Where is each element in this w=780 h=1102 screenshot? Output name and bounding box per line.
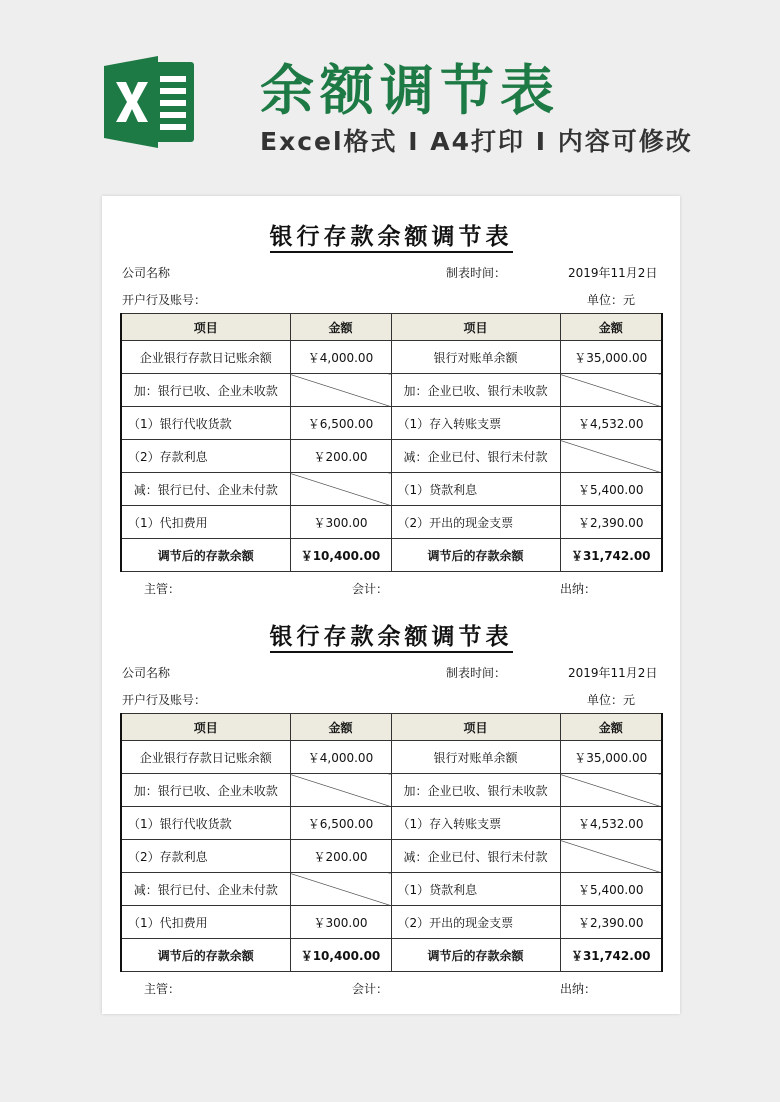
left-item: 企业银行存款日记账余额 — [121, 341, 290, 374]
right-item: （1）存入转账支票 — [391, 807, 560, 840]
company-label: 公司名称 — [122, 266, 171, 280]
table-row — [121, 506, 662, 539]
signature-cashier: 出纳： — [560, 982, 597, 996]
total-left-item: 调节后的存款余额 — [121, 939, 290, 972]
date-value: 2019年11月2日 — [568, 266, 658, 280]
table-row — [121, 407, 662, 440]
table-header-row — [121, 314, 662, 341]
left-amount: ￥200.00 — [290, 840, 391, 873]
header-amount: 金额 — [560, 314, 662, 341]
table-row — [121, 807, 662, 840]
header-amount: 金额 — [290, 314, 391, 341]
right-item: 减：企业已付、银行未付款 — [391, 440, 560, 473]
total-left-item: 调节后的存款余额 — [121, 539, 290, 572]
date-label: 制表时间： — [446, 266, 507, 280]
reconciliation-table — [120, 313, 663, 572]
left-amount: ￥6,500.00 — [290, 807, 391, 840]
company-label: 公司名称 — [122, 666, 171, 680]
date-value: 2019年11月2日 — [568, 666, 658, 680]
document-page — [102, 196, 680, 1014]
right-amount: ￥5,400.00 — [560, 873, 662, 906]
left-item: （1）代扣费用 — [121, 506, 290, 539]
total-row — [121, 939, 662, 972]
right-item: （1）贷款利息 — [391, 873, 560, 906]
left-amount: ￥300.00 — [290, 906, 391, 939]
right-amount: ￥35,000.00 — [560, 741, 662, 774]
right-amount: ￥4,532.00 — [560, 807, 662, 840]
table-row — [121, 774, 662, 807]
banner-subtitle: Excel格式 I A4打印 I 内容可修改 — [260, 127, 693, 156]
left-item: 减：银行已付、企业未付款 — [121, 873, 290, 906]
left-amount: ￥6,500.00 — [290, 407, 391, 440]
left-amount-empty — [290, 473, 391, 506]
total-left-amount: ￥10,400.00 — [290, 939, 391, 972]
account-label: 开户行及账号： — [122, 693, 207, 707]
right-amount: ￥35,000.00 — [560, 341, 662, 374]
right-amount-empty — [560, 840, 662, 873]
block-title: 银行存款余额调节表 — [102, 218, 680, 251]
right-item: （2）开出的现金支票 — [391, 906, 560, 939]
block-title: 银行存款余额调节表 — [102, 618, 680, 651]
right-amount-empty — [560, 374, 662, 407]
right-amount: ￥5,400.00 — [560, 473, 662, 506]
banner-title: 余额调节表 — [260, 59, 560, 122]
total-row — [121, 539, 662, 572]
left-amount-empty — [290, 774, 391, 807]
right-amount: ￥2,390.00 — [560, 906, 662, 939]
right-item: 银行对账单余额 — [391, 741, 560, 774]
reconciliation-table — [120, 713, 663, 972]
banner — [0, 0, 780, 190]
reconciliation-block — [102, 596, 680, 996]
left-item: （2）存款利息 — [121, 840, 290, 873]
right-item: 减：企业已付、银行未付款 — [391, 840, 560, 873]
total-left-amount: ￥10,400.00 — [290, 539, 391, 572]
left-amount-empty — [290, 374, 391, 407]
left-item: 企业银行存款日记账余额 — [121, 741, 290, 774]
signature-supervisor: 主管： — [144, 982, 181, 996]
table-row — [121, 440, 662, 473]
right-amount: ￥2,390.00 — [560, 506, 662, 539]
header-item: 项目 — [391, 314, 560, 341]
left-item: 加：银行已收、企业未收款 — [121, 374, 290, 407]
unit-label: 单位：元 — [587, 293, 636, 307]
table-row — [121, 741, 662, 774]
right-amount: ￥4,532.00 — [560, 407, 662, 440]
left-amount: ￥300.00 — [290, 506, 391, 539]
right-item: （2）开出的现金支票 — [391, 506, 560, 539]
left-item: （1）银行代收货款 — [121, 807, 290, 840]
table-row — [121, 873, 662, 906]
left-item: 减：银行已付、企业未付款 — [121, 473, 290, 506]
unit-label: 单位：元 — [587, 693, 636, 707]
left-item: （1）代扣费用 — [121, 906, 290, 939]
header-item: 项目 — [121, 714, 290, 741]
right-item: （1）贷款利息 — [391, 473, 560, 506]
left-item: （2）存款利息 — [121, 440, 290, 473]
table-row — [121, 840, 662, 873]
left-amount-empty — [290, 873, 391, 906]
excel-icon — [100, 52, 200, 152]
right-item: 银行对账单余额 — [391, 341, 560, 374]
reconciliation-block — [102, 196, 680, 596]
header-amount: 金额 — [560, 714, 662, 741]
right-amount-empty — [560, 774, 662, 807]
right-item: 加：企业已收、银行未收款 — [391, 374, 560, 407]
total-right-amount: ￥31,742.00 — [560, 939, 662, 972]
header-item: 项目 — [391, 714, 560, 741]
right-item: （1）存入转账支票 — [391, 407, 560, 440]
signature-accountant: 会计： — [352, 582, 389, 596]
left-amount: ￥4,000.00 — [290, 741, 391, 774]
signature-supervisor: 主管： — [144, 582, 181, 596]
total-right-item: 调节后的存款余额 — [391, 939, 560, 972]
signature-accountant: 会计： — [352, 982, 389, 996]
date-label: 制表时间： — [446, 666, 507, 680]
table-row — [121, 374, 662, 407]
signature-cashier: 出纳： — [560, 582, 597, 596]
total-right-item: 调节后的存款余额 — [391, 539, 560, 572]
right-amount-empty — [560, 440, 662, 473]
total-right-amount: ￥31,742.00 — [560, 539, 662, 572]
header-amount: 金额 — [290, 714, 391, 741]
header-item: 项目 — [121, 314, 290, 341]
left-item: 加：银行已收、企业未收款 — [121, 774, 290, 807]
table-row — [121, 341, 662, 374]
table-header-row — [121, 714, 662, 741]
account-label: 开户行及账号： — [122, 293, 207, 307]
left-amount: ￥200.00 — [290, 440, 391, 473]
right-item: 加：企业已收、银行未收款 — [391, 774, 560, 807]
left-amount: ￥4,000.00 — [290, 341, 391, 374]
left-item: （1）银行代收货款 — [121, 407, 290, 440]
table-row — [121, 473, 662, 506]
table-row — [121, 906, 662, 939]
